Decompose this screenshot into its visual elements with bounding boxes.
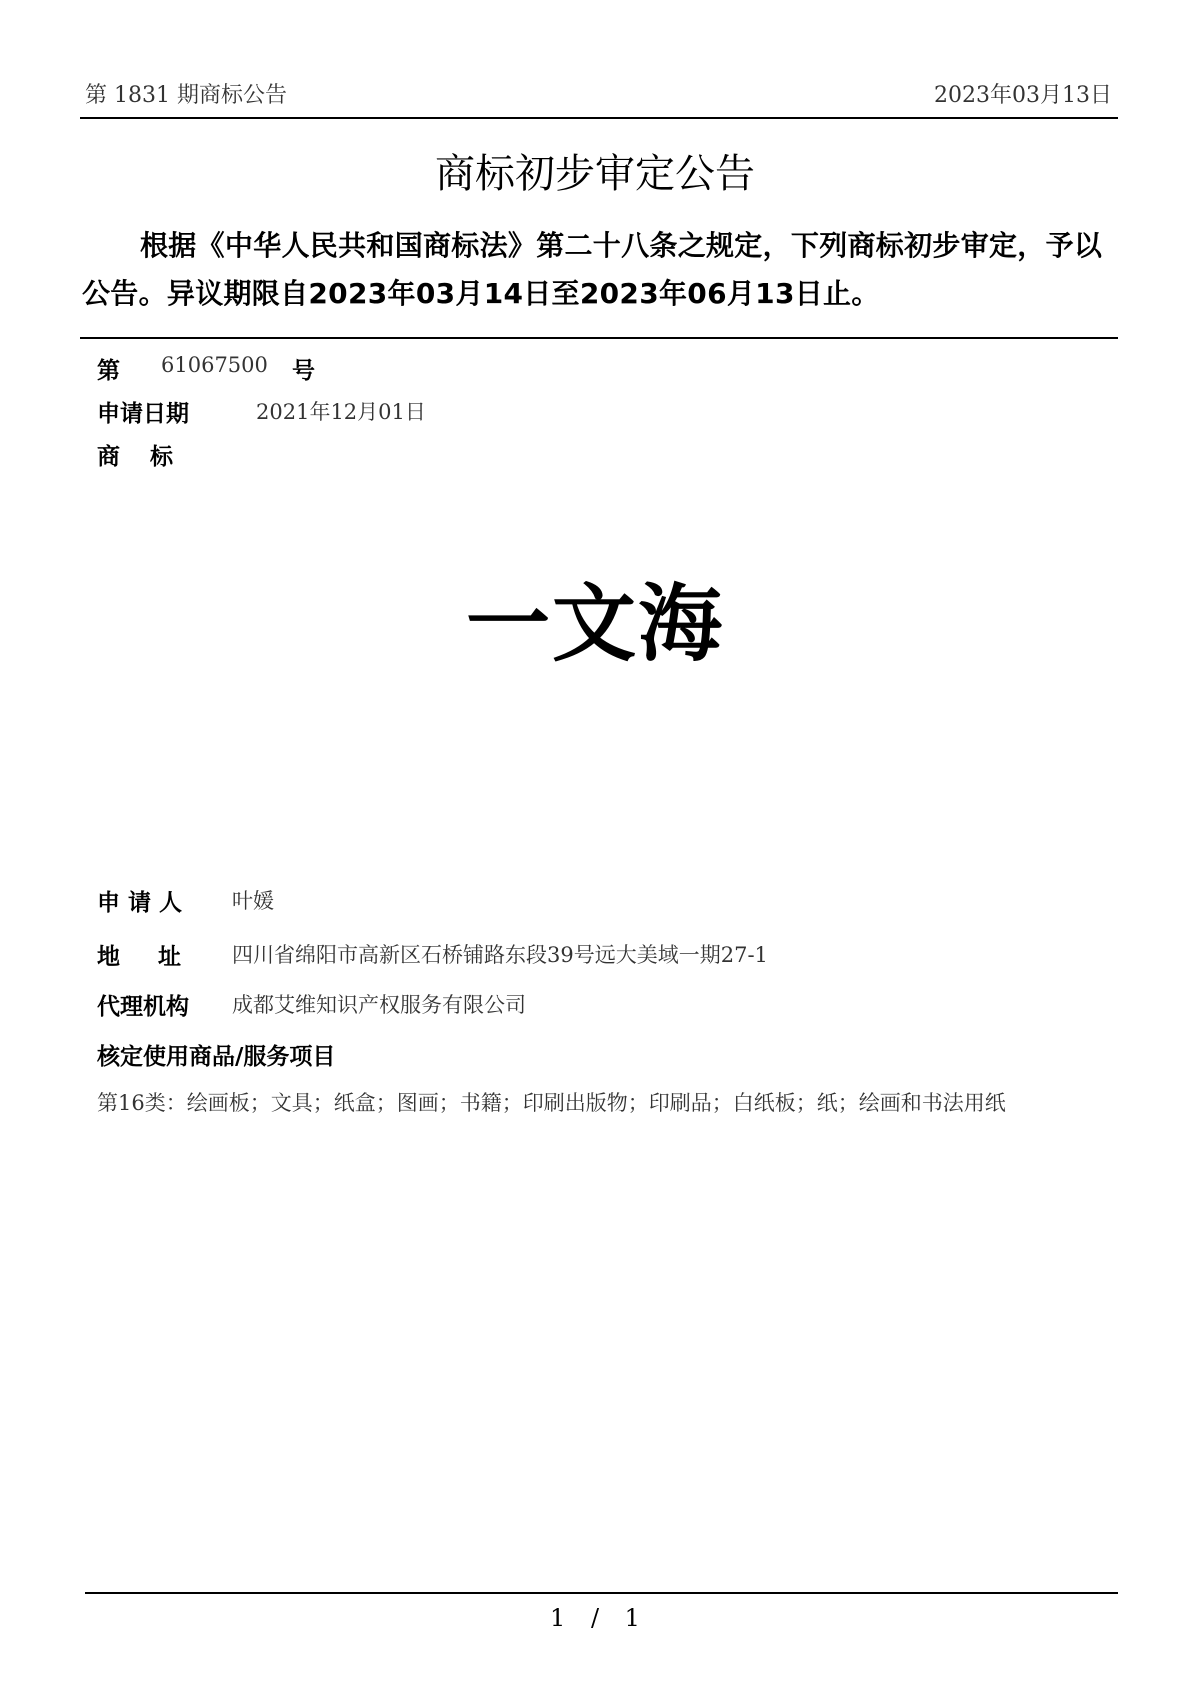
section-divider [80,337,1118,339]
registration-label: 第 [97,358,120,384]
page-title: 商标初步审定公告 [435,151,755,197]
goods-services-value: 第16类：绘画板；文具；纸盒；图画；书籍；印刷出版物；印刷品；白纸板；纸；绘画和书法用纸 [97,1091,1006,1115]
agency-value: 成都艾维知识产权服务有限公司 [232,993,526,1017]
applicant-label: 申请人 [97,890,190,916]
announcement-intro: 根据《中华人民共和国商标法》第二十八条之规定，下列商标初步审定，予以公告。异议期限自2023年03月14日至2023年06月13日止。 [82,229,1103,310]
trademark-label: 商标 [97,444,203,470]
footer-divider [85,1592,1118,1594]
application-date-label: 申请日期 [97,401,189,427]
address-value: 四川省绵阳市高新区石桥铺路东段39号远大美域一期27-1 [232,943,768,967]
goods-services-label: 核定使用商品/服务项目 [97,1044,336,1070]
applicant-value: 叶媛 [232,889,274,913]
registration-suffix: 号 [292,358,315,384]
registration-number: 61067500 [161,353,268,377]
publication-date: 2023年03月13日 [934,83,1112,108]
application-date-value: 2021年12月01日 [256,400,426,424]
address-label: 地址 [97,944,219,970]
page-number: 1 / 1 [550,1604,640,1632]
trademark-image: 一文海 [465,575,724,673]
agency-label: 代理机构 [97,994,189,1020]
header-divider [80,117,1118,119]
issue-number: 第 1831 期商标公告 [85,83,287,108]
